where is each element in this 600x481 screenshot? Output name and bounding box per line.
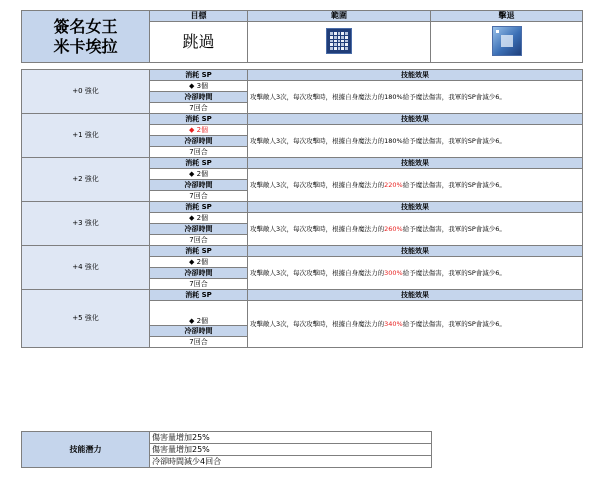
sp-cost-value: ◆ 2個 <box>150 301 248 326</box>
effect-percent: 260% <box>384 224 403 233</box>
level-label: +4 強化 <box>22 246 150 290</box>
potential-item: 傷害量增加25% <box>150 432 432 444</box>
col-repel-header: 擊退 <box>431 11 583 22</box>
effect-header: 技能效果 <box>248 114 583 125</box>
effect-text: 攻擊敵人3次，每次攻擊時，根據自身魔法力的180%給予魔法傷害，我軍的SP會減少6。 <box>248 125 583 158</box>
sp-cost-value: ◆ 2個 <box>150 169 248 180</box>
col-target-header: 目標 <box>150 11 248 22</box>
effect-text: 攻擊敵人3次，每次攻擊時，根據自身魔法力的180%給予魔法傷害，我軍的SP會減少6。 <box>248 81 583 114</box>
target-value: 跳過 <box>150 22 248 63</box>
range-cell <box>248 22 431 63</box>
effect-header: 技能效果 <box>248 202 583 213</box>
cooldown-value: 7回合 <box>150 191 248 202</box>
effect-percent: 300% <box>384 268 403 277</box>
effect-header: 技能效果 <box>248 246 583 257</box>
potential-item: 冷卻時間減少4回合 <box>150 456 432 468</box>
cooldown-value: 7回合 <box>150 337 248 348</box>
level-label: +3 強化 <box>22 202 150 246</box>
sp-cost-value: ◆ 2個 <box>150 257 248 268</box>
cooldown-header: 冷卻時間 <box>150 326 248 337</box>
cooldown-value: 7回合 <box>150 103 248 114</box>
cooldown-header: 冷卻時間 <box>150 92 248 103</box>
cooldown-value: 7回合 <box>150 279 248 290</box>
level-label: +2 強化 <box>22 158 150 202</box>
cooldown-header: 冷卻時間 <box>150 224 248 235</box>
effect-text: 攻擊敵人3次，每次攻擊時，根據自身魔法力的220%給予魔法傷害，我軍的SP會減少6。 <box>248 169 583 202</box>
potential-table <box>21 431 432 468</box>
level-label: +5 強化 <box>22 290 150 348</box>
effect-header: 技能效果 <box>248 290 583 301</box>
cooldown-header: 冷卻時間 <box>150 180 248 191</box>
cooldown-header: 冷卻時間 <box>150 136 248 147</box>
sp-cost-header: 消耗 SP <box>150 114 248 125</box>
potential-label: 技能潛力 <box>22 432 150 468</box>
cooldown-value: 7回合 <box>150 147 248 158</box>
effect-header: 技能效果 <box>248 158 583 169</box>
potential-item: 傷害量增加25% <box>150 444 432 456</box>
effect-text: 攻擊敵人3次，每次攻擊時，根據自身魔法力的340%給予魔法傷害，我軍的SP會減少6。 <box>248 301 583 348</box>
cooldown-value: 7回合 <box>150 235 248 246</box>
repel-cell <box>431 22 583 63</box>
effect-percent: 180% <box>384 92 403 101</box>
sp-cost-header: 消耗 SP <box>150 290 248 301</box>
range-grid-icon <box>326 28 352 54</box>
effect-text: 攻擊敵人3次，每次攻擊時，根據自身魔法力的260%給予魔法傷害，我軍的SP會減少6。 <box>248 213 583 246</box>
skill-table <box>21 10 583 348</box>
col-range-header: 範圍 <box>248 11 431 22</box>
skill-name-line1: 簽名女王 <box>53 16 118 36</box>
effect-percent: 220% <box>384 180 403 189</box>
sp-cost-value: ◆ 2個 <box>150 213 248 224</box>
sp-cost-value: ◆ 3個 <box>150 81 248 92</box>
effect-percent: 180% <box>384 136 403 145</box>
sp-cost-header: 消耗 SP <box>150 158 248 169</box>
sp-cost-value: ◆ 2個 <box>150 125 248 136</box>
sp-cost-header: 消耗 SP <box>150 202 248 213</box>
repel-icon <box>492 26 522 56</box>
level-label: +1 強化 <box>22 114 150 158</box>
sp-cost-header: 消耗 SP <box>150 70 248 81</box>
skill-name-line2: 米卡埃拉 <box>53 36 118 56</box>
effect-header: 技能效果 <box>248 70 583 81</box>
sp-cost-header: 消耗 SP <box>150 246 248 257</box>
effect-text: 攻擊敵人3次，每次攻擊時，根據自身魔法力的300%給予魔法傷害，我軍的SP會減少6。 <box>248 257 583 290</box>
skill-name-cell <box>22 11 150 63</box>
effect-percent: 340% <box>384 319 403 328</box>
cooldown-header: 冷卻時間 <box>150 268 248 279</box>
level-label: +0 強化 <box>22 70 150 114</box>
